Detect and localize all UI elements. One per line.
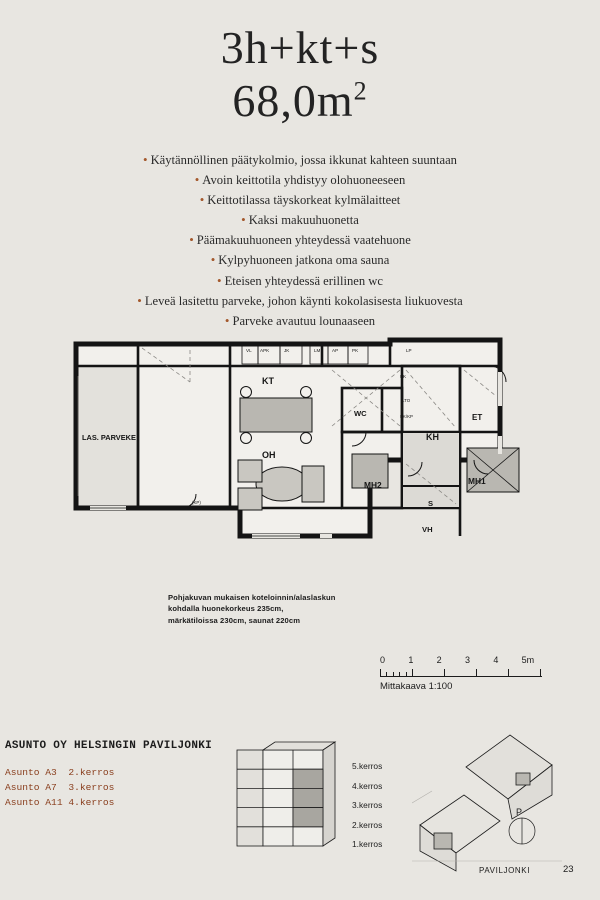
feature-item [65, 190, 535, 210]
feature-text: Leveä lasitettu parveke, johon käynti kokolasisesta liukuovesta [144, 293, 463, 308]
page-title [0, 0, 600, 128]
room-label-wc: WC [354, 409, 367, 418]
room-label-kh: KH [426, 432, 439, 442]
bullet-icon: • [137, 292, 142, 308]
feature-text: Kaksi makuuhuonetta [248, 213, 359, 228]
bullet-icon: • [199, 192, 205, 208]
feature-text: Parveke avautuu lounaaseen [232, 313, 376, 328]
label-lto: LTO [402, 398, 411, 403]
room-label-mh1: MH1 [468, 476, 486, 486]
feature-text: Käytännöllinen päätykolmio, jossa ikkunat kahteen suuntaan [150, 152, 457, 167]
apartment-row [5, 766, 114, 781]
feature-item [65, 311, 535, 331]
label-apk: APK [260, 348, 270, 353]
site-parking [509, 818, 535, 844]
apartment-list [5, 766, 114, 811]
apartment-floor: 3.kerros [68, 781, 115, 793]
apartment-floor: 2.kerros [68, 767, 115, 778]
label-ap: AP [332, 348, 339, 353]
building-elevation-diagram [235, 740, 353, 857]
floor-label: 2.kerros [352, 819, 383, 830]
scale-tick-label: 1 [408, 655, 414, 665]
feature-text: Eteisen yhteydessä erillinen wc [224, 273, 383, 288]
plan-note [168, 592, 336, 626]
floor-plan-svg [70, 336, 530, 586]
label-lp: LP [406, 348, 412, 353]
feature-item [65, 250, 535, 270]
feature-item [65, 210, 535, 230]
plan-note-line: Pohjakuvan mukaisen koteloinnin/alaslaskun [168, 593, 336, 602]
label-pk: PK [352, 348, 359, 353]
bullet-icon: • [194, 171, 200, 187]
parking-label: P [516, 807, 523, 817]
scale-tick-label: 2 [436, 655, 442, 665]
company-name: ASUNTO OY HELSINGIN PAVILJONKI [5, 740, 213, 752]
floor-label: 1.kerros [352, 839, 383, 849]
feature-item [65, 150, 535, 170]
area-value: 68,0m [232, 74, 354, 126]
apartment-row [5, 796, 114, 811]
feature-item [65, 170, 535, 190]
bullet-icon: • [217, 272, 222, 288]
bullet-icon: • [210, 252, 216, 268]
plan-note-line: märkätiloissa 230cm, saunat 220cm [168, 615, 301, 625]
feature-text: Keittotilassa täyskorkeat kylmälaitteet [207, 193, 401, 208]
label-lm: LM [314, 348, 321, 353]
room-label-mh2: MH2 [364, 480, 382, 490]
feature-text: Avoin keittotila yhdistyy olohuoneeseen [202, 172, 406, 187]
scale-numbers [380, 655, 550, 665]
scale-tick-label: 3 [464, 655, 470, 665]
label-jk: JK [284, 348, 290, 353]
site-plan-diagram [412, 733, 562, 878]
wet-rooms-fill [403, 433, 459, 507]
feature-item [65, 271, 535, 291]
plan-note-line: kohdalla huonekorkeus 235cm, [168, 604, 284, 614]
apartment-name: Asunto A3 [5, 767, 57, 778]
floor-label-list [352, 762, 382, 860]
scale-label: Mittakaava 1:100 [380, 681, 453, 692]
apartment-name: Asunto A7 [5, 781, 57, 793]
apartment-row [5, 781, 114, 796]
apartment-type-title: 3h+kt+s [220, 22, 380, 73]
floor-label: 4.kerros [352, 780, 383, 791]
feature-item [65, 230, 535, 250]
highlighted-apartments [293, 769, 323, 827]
site-name-label: PAVILJONKI [479, 866, 531, 875]
label-vl: VL [246, 348, 252, 353]
apartment-name: Asunto A11 [5, 796, 63, 808]
apartment-area-title [0, 75, 600, 128]
bullet-icon: • [189, 232, 194, 248]
room-label-et: ET [472, 413, 483, 422]
bullet-icon: • [224, 312, 230, 328]
room-label-vh: VH [422, 525, 433, 534]
page-number: 23 [563, 864, 574, 875]
scale-ruler [380, 667, 542, 677]
bullet-icon: • [143, 151, 148, 167]
scale-bar [380, 655, 550, 692]
floor-plan [70, 336, 530, 586]
room-label-s: S [428, 499, 434, 508]
room-label-kt: KT [262, 376, 274, 386]
apartment-floor: 4.kerros [68, 796, 115, 808]
floor-label: 5.kerros [352, 761, 383, 771]
floor-label: 3.kerros [352, 800, 383, 810]
scale-tick-label: 4 [493, 655, 499, 665]
room-label-balcony: LAS. PARVEKE [82, 433, 136, 442]
feature-text: Päämakuuhuoneen yhteydessä vaatehuone [196, 233, 411, 248]
area-superscript: 2 [353, 76, 368, 106]
label-pkkp: PK/KP [400, 414, 413, 419]
scale-tick-label: 0 [380, 655, 386, 665]
feature-text: Kylpyhuoneen jatkona oma sauna [218, 253, 390, 268]
label-rk: RK [400, 374, 407, 379]
bullet-icon: • [241, 212, 246, 228]
feature-item [65, 291, 535, 311]
feature-list [65, 150, 535, 331]
scale-tick-label: 5m [521, 655, 535, 665]
room-label-oh: OH [262, 450, 276, 460]
label-kp2: (KP) [192, 500, 201, 505]
